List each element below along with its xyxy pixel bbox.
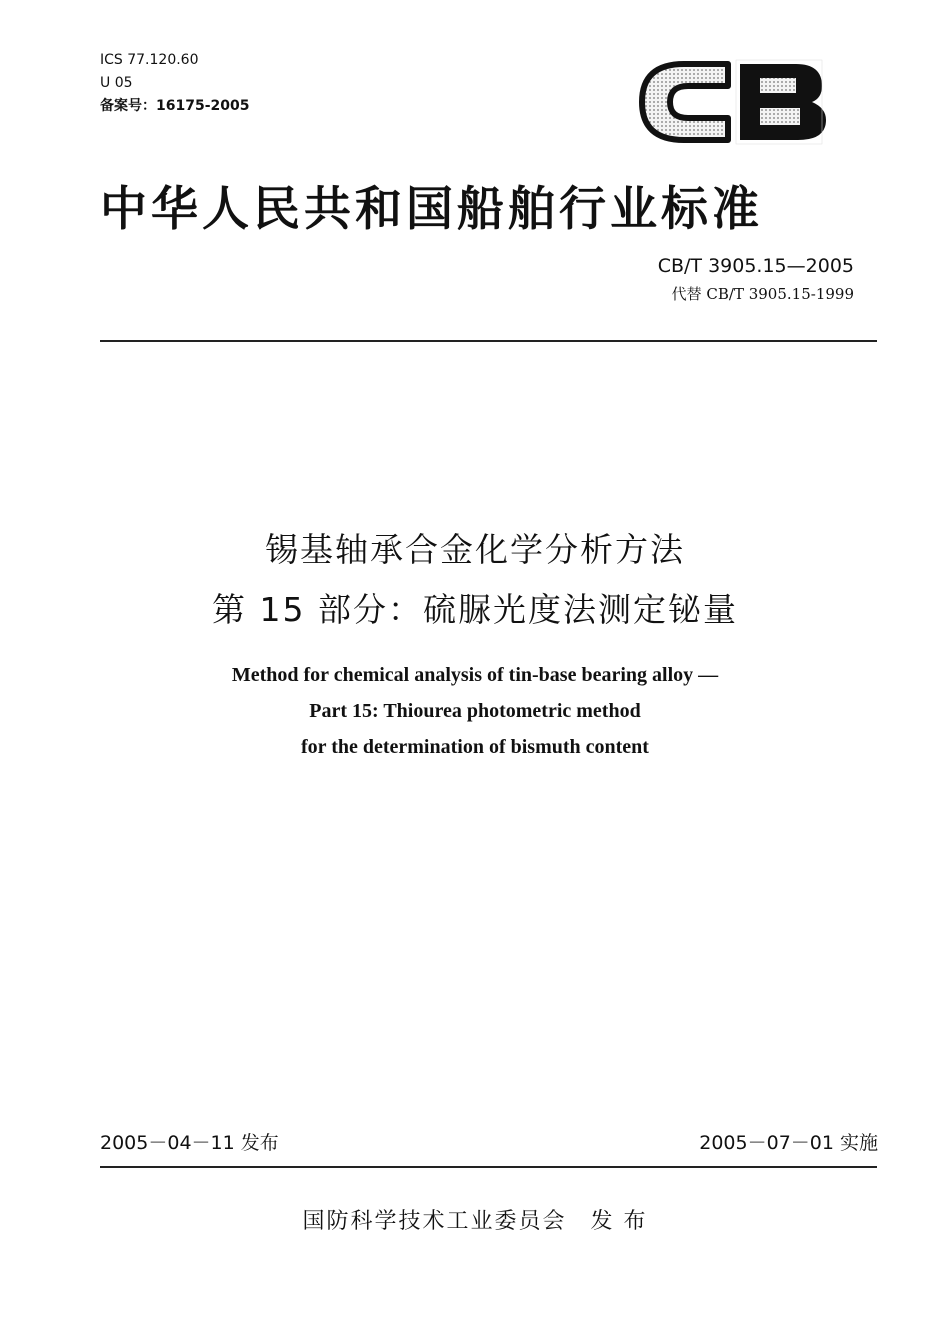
filing-number: 备案号：16175-2005 — [100, 98, 250, 114]
standard-code: CB/T 3905.15—2005 — [657, 255, 854, 277]
standard-category-title: 中华人民共和国船舶行业标准 — [100, 182, 763, 237]
top-divider — [100, 340, 877, 342]
publish-action: 发 布 — [590, 1209, 648, 1234]
publisher-line — [0, 1204, 950, 1235]
english-title-line-1: Method for chemical analysis of tin-base bearing alloy — — [231, 664, 719, 686]
chinese-title-line-1: 锡基轴承合金化学分析方法 — [265, 530, 685, 569]
chinese-title-line-2: 第 15 部分：硫脲光度法测定铋量 — [212, 590, 738, 629]
implementation-date: 2005－07－01 实施 — [699, 1132, 878, 1154]
english-title-line-3: for the determination of bismuth content — [301, 736, 649, 758]
replaced-standard: 代替 CB/T 3905.15-1999 — [671, 285, 854, 303]
english-title-line-2: Part 15: Thiourea photometric method — [309, 700, 641, 722]
publisher-name: 国防科学技术工业委员会 — [302, 1209, 567, 1234]
bottom-divider — [100, 1166, 877, 1168]
ics-code: ICS 77.120.60 — [100, 52, 199, 68]
classification-block — [100, 49, 249, 118]
issue-date: 2005－04－11 发布 — [100, 1132, 279, 1154]
ccs-code: U 05 — [100, 75, 133, 91]
cb-logo — [636, 56, 831, 148]
